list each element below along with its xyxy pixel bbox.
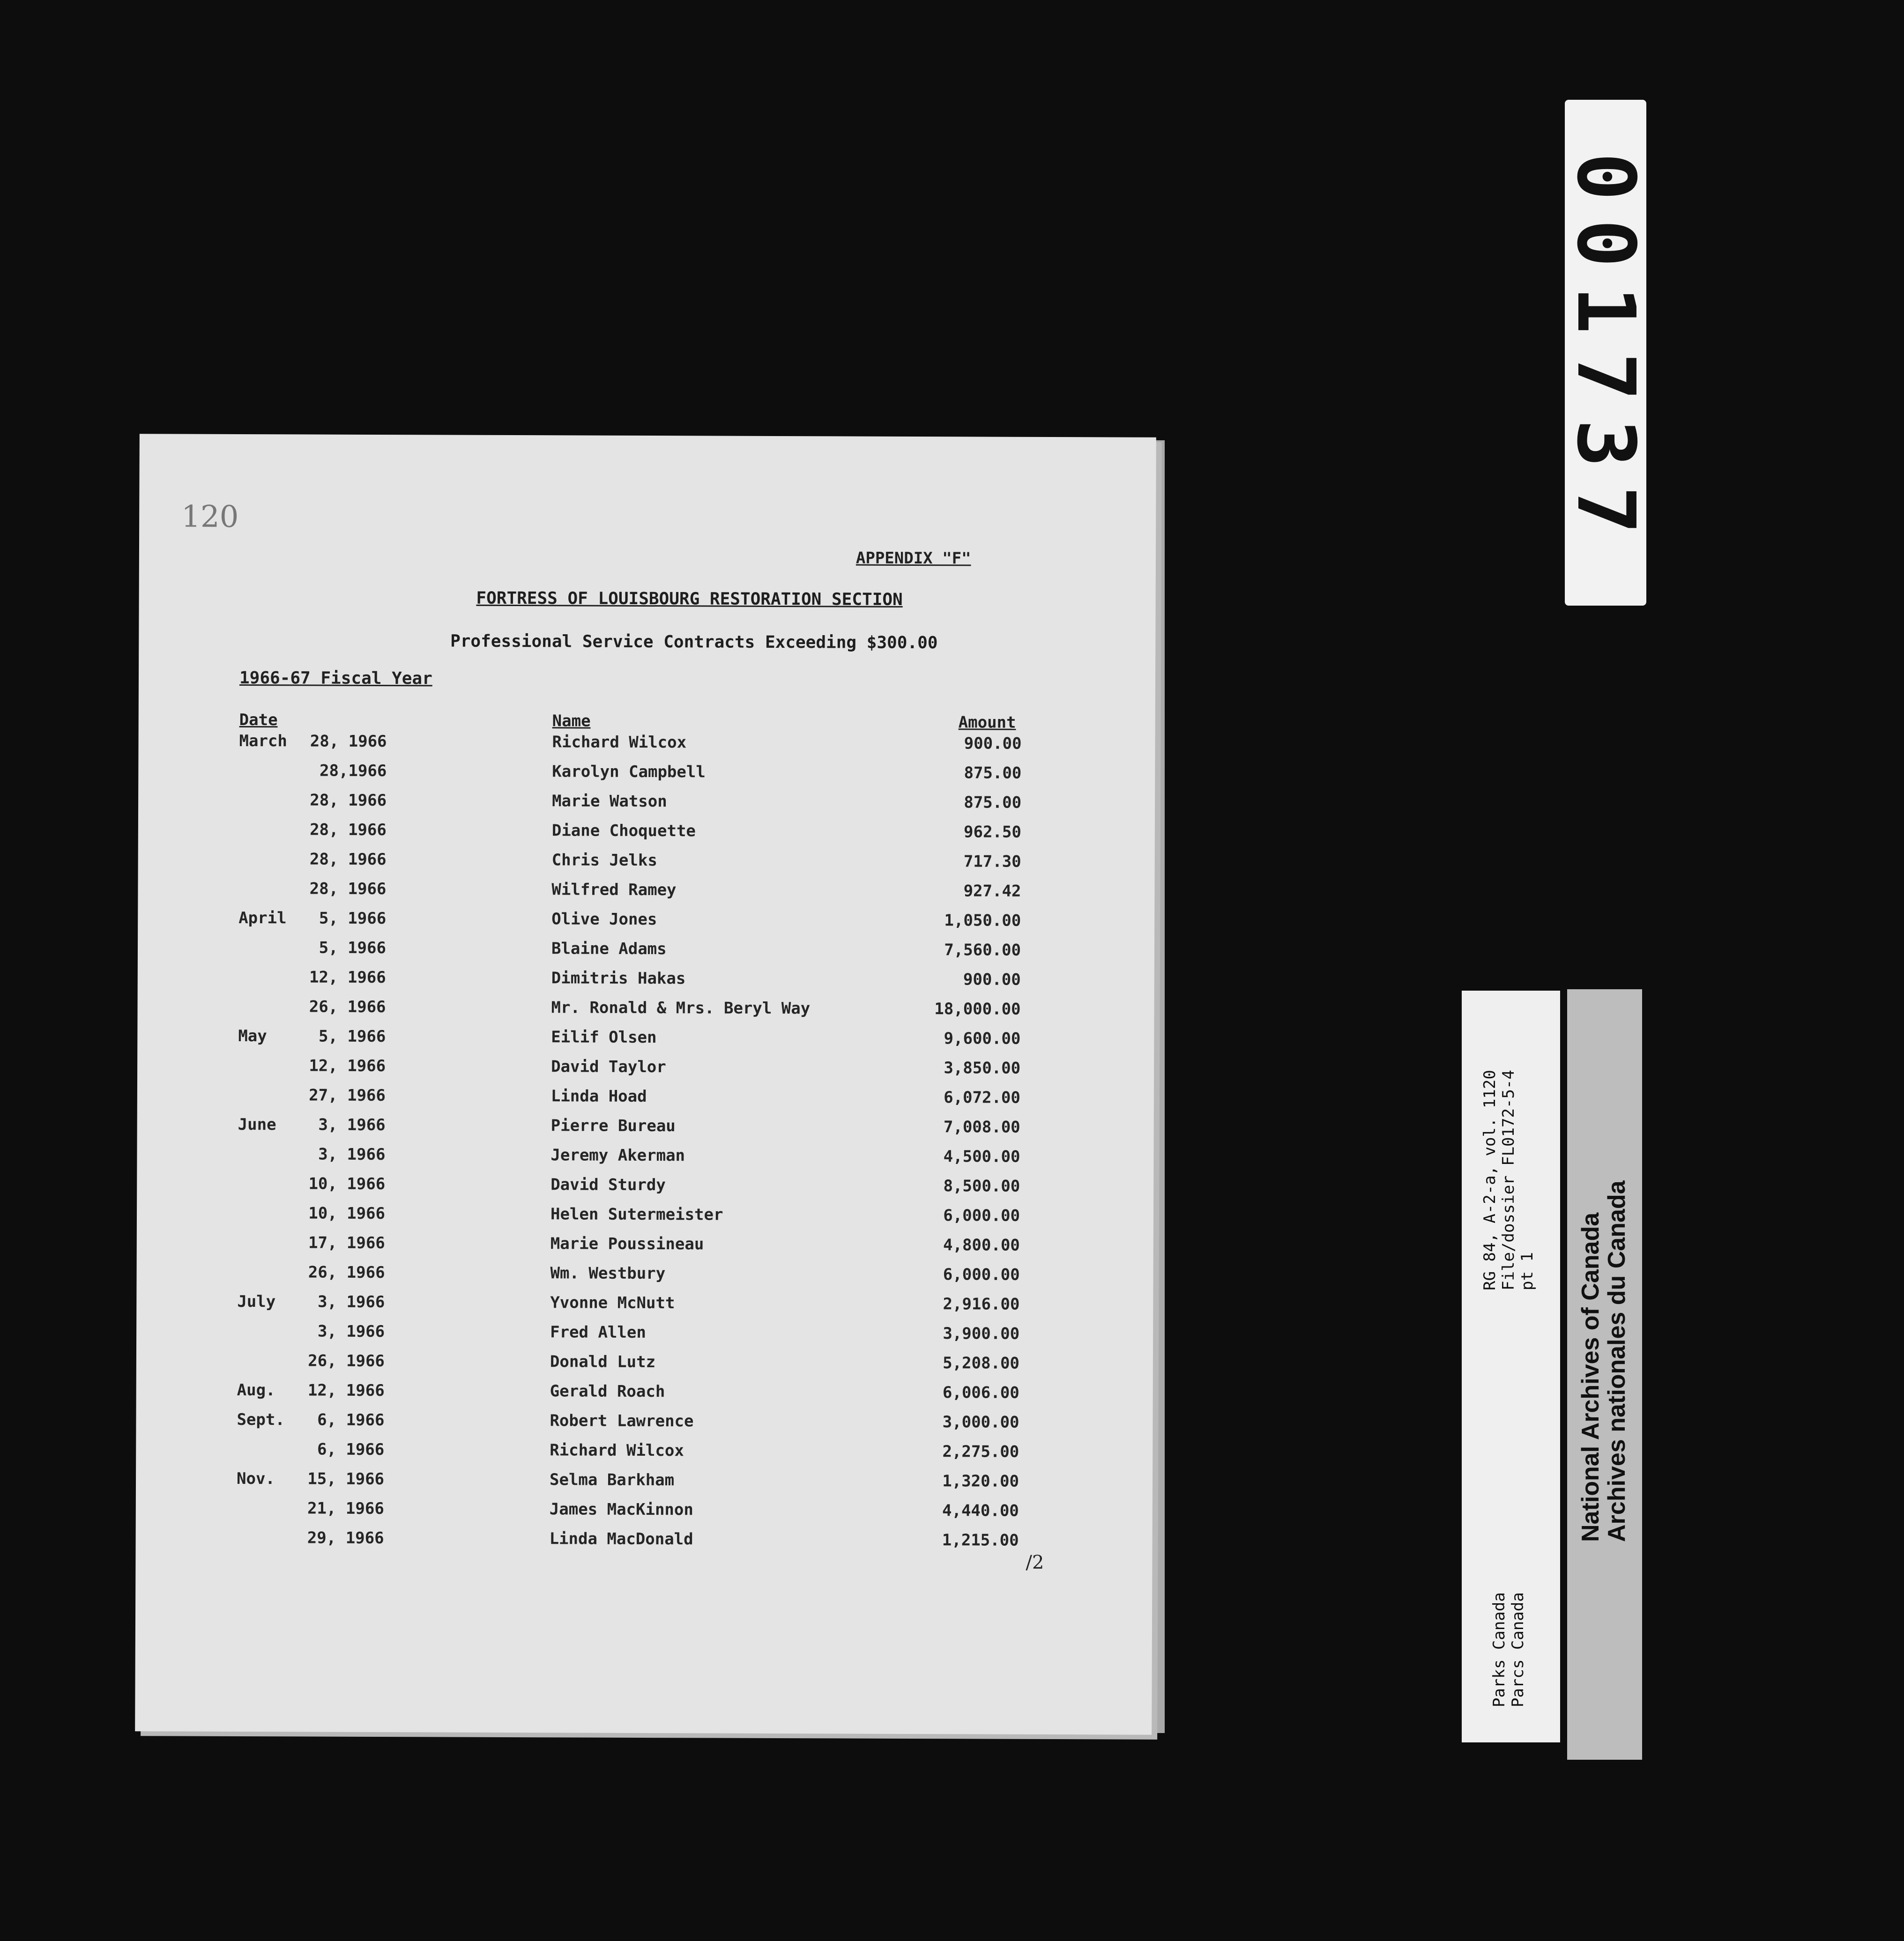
column-header-date: Date	[239, 710, 278, 730]
row-month: March	[239, 731, 287, 751]
row-amount: 4,500.00	[943, 1147, 1020, 1166]
row-amount: 900.00	[963, 970, 1021, 989]
row-name: Robert Lawrence	[550, 1411, 694, 1431]
row-date: 26, 1966	[308, 1351, 385, 1371]
reference-line-3: pt 1	[1518, 1252, 1537, 1290]
table-row	[238, 997, 1081, 1030]
table-row	[237, 1440, 1080, 1472]
row-name: Fred Allen	[550, 1323, 646, 1342]
row-name: Richard Wilcox	[552, 733, 687, 752]
document-subheading: Professional Service Contracts Exceeding $300.00	[450, 631, 938, 653]
institution-french: Archives nationales du Canada	[1603, 1180, 1630, 1542]
row-month: Sept.	[237, 1410, 285, 1430]
row-amount: 3,000.00	[942, 1413, 1019, 1432]
document-heading: FORTRESS OF LOUISBOURG RESTORATION SECTION	[476, 588, 903, 609]
column-header-name: Name	[552, 711, 591, 731]
institution-text	[1577, 1180, 1630, 1542]
fiscal-year-label: 1966-67 Fiscal Year	[239, 668, 432, 689]
reference-line-2: File/dossier FL0172-5-4	[1499, 1070, 1518, 1290]
table-row	[238, 1056, 1081, 1089]
row-name: James MacKinnon	[549, 1500, 693, 1519]
row-name: Pierre Bureau	[550, 1116, 676, 1136]
row-name: David Taylor	[551, 1057, 666, 1077]
table-row	[236, 1528, 1079, 1561]
row-amount: 1,050.00	[944, 911, 1021, 930]
table-row	[237, 1469, 1080, 1502]
row-month: May	[238, 1026, 267, 1046]
archive-reference-label	[1462, 991, 1560, 1742]
row-date: 3, 1966	[318, 1292, 385, 1312]
row-amount: 2,916.00	[943, 1295, 1020, 1314]
appendix-label: APPENDIX "F"	[855, 548, 971, 568]
archive-reference-text	[1480, 1070, 1537, 1290]
row-date: 5, 1966	[319, 909, 387, 928]
table-row	[238, 909, 1082, 941]
table-row	[237, 1351, 1080, 1384]
row-date: 28, 1966	[310, 820, 387, 840]
institution-label	[1567, 989, 1642, 1760]
table-row	[238, 879, 1082, 911]
row-date: 28, 1966	[310, 732, 387, 751]
row-amount: 9,600.00	[944, 1029, 1021, 1048]
row-name: Blaine Adams	[551, 939, 667, 959]
row-name: Olive Jones	[551, 910, 657, 929]
row-month: Aug.	[237, 1380, 275, 1400]
table-row	[239, 820, 1082, 852]
row-month: July	[237, 1292, 276, 1311]
table-row	[239, 732, 1082, 764]
table-row	[238, 1233, 1081, 1266]
table-row	[239, 850, 1082, 882]
row-month: June	[238, 1115, 276, 1134]
table-row	[237, 1410, 1080, 1443]
table-row	[237, 1499, 1080, 1531]
row-date: 21, 1966	[307, 1499, 384, 1519]
table-row	[237, 1322, 1080, 1354]
institution-english: National Archives of Canada	[1577, 1212, 1604, 1542]
row-name: Marie Poussineau	[550, 1234, 704, 1254]
row-name: Jeremy Akerman	[550, 1146, 685, 1165]
row-amount: 5,208.00	[943, 1354, 1019, 1373]
table-row	[238, 1086, 1081, 1118]
row-amount: 6,006.00	[942, 1383, 1019, 1402]
row-date: 6, 1966	[317, 1410, 385, 1430]
table-row	[238, 968, 1082, 1000]
row-name: Marie Watson	[552, 792, 667, 811]
row-date: 3, 1966	[318, 1115, 386, 1135]
row-amount: 900.00	[964, 734, 1022, 753]
reference-line-1: RG 84, A-2-a, vol. 1120	[1480, 1070, 1499, 1290]
page-continuation-marker: /2	[1026, 1551, 1044, 1573]
row-name: David Sturdy	[550, 1175, 666, 1195]
row-date: 10, 1966	[308, 1174, 386, 1194]
table-row	[239, 761, 1082, 793]
column-header-amount: Amount	[958, 713, 1016, 732]
table-row	[237, 1263, 1080, 1295]
row-month: Nov.	[236, 1469, 275, 1489]
microfilm-frame-number-stamp	[1559, 100, 1652, 606]
frame-number: 001737	[1559, 152, 1652, 553]
row-amount: 717.30	[963, 852, 1021, 871]
row-date: 3, 1966	[317, 1322, 385, 1341]
row-name: Wm. Westbury	[550, 1264, 666, 1283]
row-date: 12, 1966	[307, 1381, 385, 1400]
row-date: 28, 1966	[309, 850, 387, 869]
row-date: 26, 1966	[308, 1263, 385, 1282]
row-amount: 6,000.00	[943, 1265, 1020, 1284]
row-amount: 3,850.00	[944, 1059, 1021, 1078]
row-date: 15, 1966	[307, 1469, 385, 1489]
row-name: Eilif Olsen	[551, 1028, 657, 1047]
row-amount: 4,800.00	[943, 1236, 1020, 1255]
row-name: Gerald Roach	[550, 1382, 665, 1401]
row-name: Mr. Ronald & Mrs. Beryl Way	[551, 998, 811, 1018]
agency-text	[1490, 1592, 1527, 1707]
row-amount: 7,008.00	[943, 1118, 1020, 1137]
row-date: 6, 1966	[317, 1440, 385, 1459]
row-amount: 8,500.00	[943, 1177, 1020, 1196]
row-date: 12, 1966	[309, 968, 386, 987]
handwritten-folio-mark: 120	[181, 499, 239, 534]
row-name: Helen Sutermeister	[550, 1205, 723, 1224]
row-date: 27, 1966	[309, 1086, 386, 1105]
row-date: 29, 1966	[307, 1528, 384, 1548]
row-date: 17, 1966	[308, 1233, 385, 1253]
row-name: Wilfred Ramey	[551, 880, 677, 900]
row-amount: 1,215.00	[942, 1531, 1019, 1550]
row-date: 12, 1966	[309, 1056, 386, 1076]
row-amount: 962.50	[963, 822, 1021, 842]
row-date: 3, 1966	[318, 1145, 386, 1164]
row-name: Selma Barkham	[549, 1470, 675, 1490]
row-amount: 3,900.00	[943, 1324, 1020, 1343]
document-page	[135, 434, 1156, 1735]
table-row	[238, 1145, 1081, 1177]
row-name: Richard Wilcox	[550, 1441, 684, 1460]
row-amount: 2,275.00	[942, 1442, 1019, 1461]
row-amount: 6,072.00	[944, 1088, 1020, 1107]
row-name: Donald Lutz	[550, 1352, 656, 1372]
row-date: 10, 1966	[308, 1204, 386, 1223]
agency-french: Parcs Canada	[1509, 1592, 1527, 1707]
table-row	[237, 1292, 1080, 1325]
row-amount: 1,320.00	[942, 1472, 1019, 1491]
table-row	[238, 938, 1082, 970]
row-name: Dimitris Hakas	[551, 969, 686, 988]
row-amount: 4,440.00	[942, 1501, 1019, 1520]
table-row	[238, 1204, 1081, 1236]
row-date: 28, 1966	[309, 879, 387, 899]
row-date: 5, 1966	[319, 938, 387, 958]
row-name: Linda Hoad	[550, 1087, 647, 1106]
row-name: Karolyn Campbell	[552, 762, 706, 782]
row-name: Chris Jelks	[551, 851, 657, 870]
row-name: Yvonne McNutt	[550, 1293, 675, 1313]
agency-english: Parks Canada	[1490, 1592, 1509, 1707]
table-row	[237, 1381, 1080, 1413]
contracts-table	[236, 732, 1082, 1561]
row-date: 28, 1966	[310, 791, 387, 810]
table-row	[238, 1174, 1081, 1207]
row-amount: 927.42	[963, 882, 1021, 901]
row-amount: 7,560.00	[944, 941, 1021, 960]
row-date: 26, 1966	[309, 997, 386, 1017]
row-amount: 875.00	[964, 793, 1022, 812]
row-name: Diane Choquette	[551, 821, 696, 841]
row-date: 28,1966	[319, 761, 387, 781]
row-amount: 875.00	[964, 763, 1022, 783]
table-row	[238, 1027, 1081, 1059]
table-row	[238, 1115, 1081, 1148]
table-row	[239, 791, 1082, 823]
row-amount: 18,000.00	[934, 1000, 1021, 1019]
row-name: Linda MacDonald	[549, 1529, 693, 1549]
row-date: 5, 1966	[318, 1027, 386, 1046]
row-amount: 6,000.00	[943, 1206, 1020, 1225]
row-month: April	[238, 908, 287, 928]
